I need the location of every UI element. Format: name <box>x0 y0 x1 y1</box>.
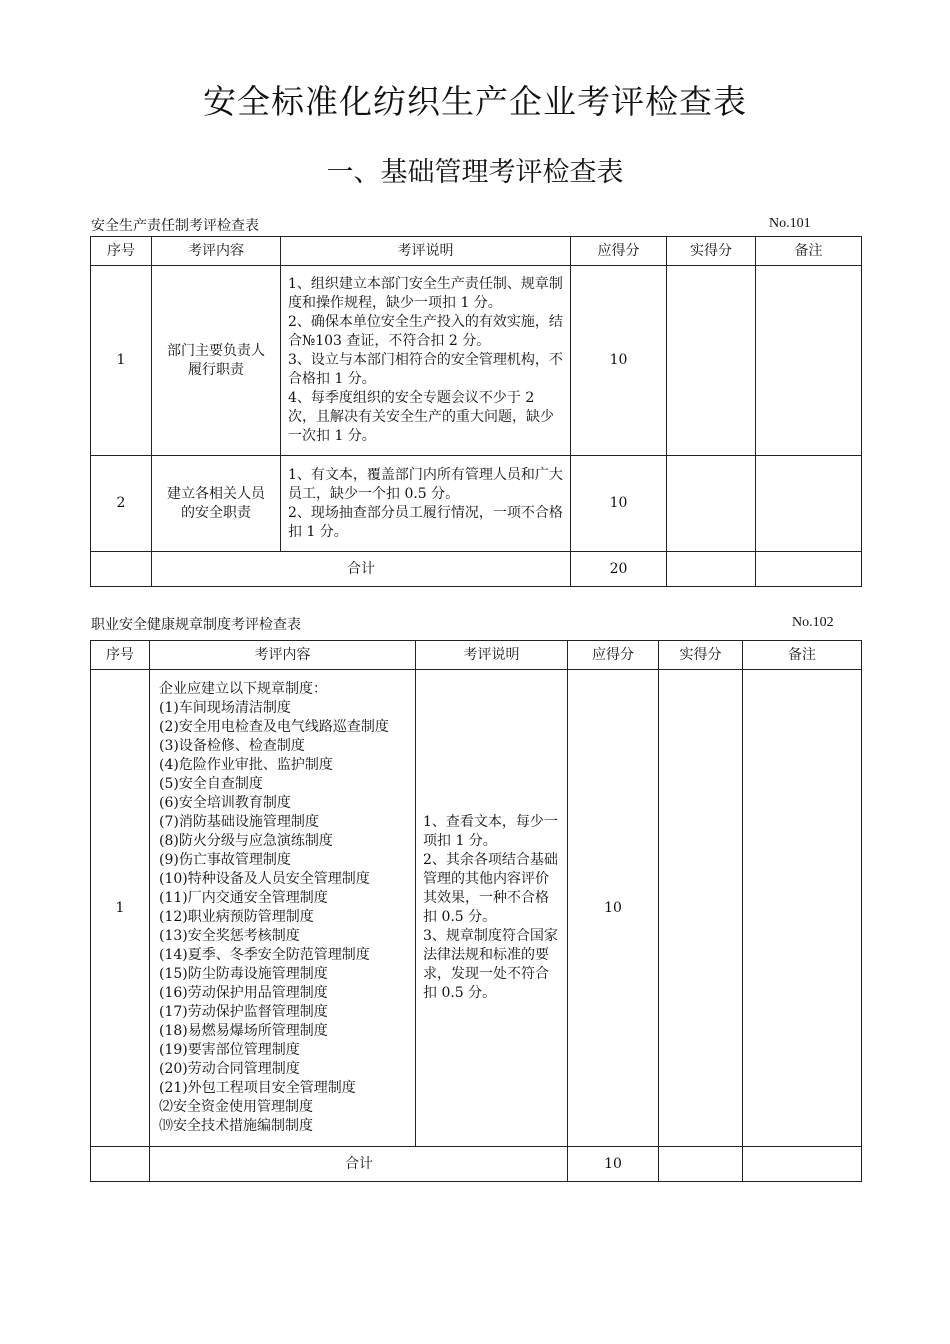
list-item: (12)职业病预防管理制度 <box>159 909 314 925</box>
list-item: (20)劳动合同管理制度 <box>159 1061 300 1077</box>
total-no-cell <box>91 1147 150 1182</box>
total-label: 合计 <box>152 552 571 587</box>
description-line: 3、规章制度符合国家法律法规和标准的要求，发现一处不符合扣 0.5 分。 <box>423 928 558 1001</box>
description-line: 2、其余各项结合基础管理的其他内容评价其效果，一种不合格扣 0.5 分。 <box>423 852 558 925</box>
list-item: (15)防尘防毒设施管理制度 <box>159 966 328 982</box>
description-line: 1、有文本，覆盖部门内所有管理人员和广大员工，缺少一个扣 0.5 分。 <box>288 466 563 502</box>
row-actual-score <box>667 266 756 456</box>
list-item: (2)安全用电检查及电气线路巡查制度 <box>159 719 389 735</box>
row-actual-score <box>659 670 743 1147</box>
header-description: 考评说明 <box>281 237 571 266</box>
list-item: (21)外包工程项目安全管理制度 <box>159 1080 356 1096</box>
description-line: 3、设立与本部门相符合的安全管理机构，不合格扣 1 分。 <box>288 352 563 387</box>
header-description: 考评说明 <box>416 641 568 670</box>
list-item: (7)消防基础设施管理制度 <box>159 814 319 830</box>
description-line: 2、确保本单位安全生产投入的有效实施，结合№103 查证，不符合扣 2 分。 <box>288 314 563 349</box>
list-item: (1)车间现场清洁制度 <box>159 700 291 716</box>
table1 <box>90 236 862 587</box>
row-score: 10 <box>571 266 667 456</box>
row-description <box>281 266 571 456</box>
total-row <box>91 1147 862 1182</box>
header-no: 序号 <box>91 237 152 266</box>
table-row <box>91 456 862 552</box>
document-title: 安全标准化纺织生产企业考评检查表 <box>203 82 747 121</box>
description-line: 1、查看文本，每少一项扣 1 分。 <box>423 814 558 849</box>
total-actual-score <box>667 552 756 587</box>
row-no: 1 <box>91 266 152 456</box>
row-remarks <box>756 266 862 456</box>
total-score: 20 <box>571 552 667 587</box>
table2-code: No.102 <box>792 615 834 630</box>
row-content: 建立各相关人员的安全职责 <box>152 456 281 552</box>
row-content <box>150 670 416 1147</box>
table1-code: No.101 <box>769 216 811 231</box>
description-line: 1、组织建立本部门安全生产责任制、规章制度和操作规程，缺少一项扣 1 分。 <box>288 276 563 311</box>
list-item: (19)要害部位管理制度 <box>159 1042 300 1058</box>
row-score: 10 <box>568 670 659 1147</box>
row-remarks <box>743 670 862 1147</box>
list-item: (9)伤亡事故管理制度 <box>159 852 291 868</box>
header-remarks: 备注 <box>756 237 862 266</box>
total-score: 10 <box>568 1147 659 1182</box>
list-item: (10)特种设备及人员安全管理制度 <box>159 871 370 887</box>
list-item: (4)危险作业审批、监护制度 <box>159 757 333 773</box>
list-item: (3)设备检修、检查制度 <box>159 738 305 754</box>
table1-caption: 安全生产责任制考评检查表 <box>91 218 259 234</box>
header-actual-score: 实得分 <box>667 237 756 266</box>
total-no-cell <box>91 552 152 587</box>
list-item: ⒆安全技术措施编制制度 <box>159 1118 313 1134</box>
list-item: (6)安全培训教育制度 <box>159 795 291 811</box>
table2 <box>90 640 862 1182</box>
row-actual-score <box>667 456 756 552</box>
list-item: (13)安全奖惩考核制度 <box>159 928 300 944</box>
table2-caption: 职业安全健康规章制度考评检查表 <box>91 617 301 633</box>
list-item: (18)易燃易爆场所管理制度 <box>159 1023 328 1039</box>
header-actual-score: 实得分 <box>659 641 743 670</box>
header-score: 应得分 <box>568 641 659 670</box>
header-remarks: 备注 <box>743 641 862 670</box>
description-line: 2、现场抽查部分员工履行情况，一项不合格扣 1 分。 <box>288 504 563 540</box>
row-content: 部门主要负责人履行职责 <box>152 266 281 456</box>
table1-header-row <box>91 237 862 266</box>
row-no: 1 <box>91 670 150 1147</box>
list-item: (17)劳动保护监督管理制度 <box>159 1004 328 1020</box>
list-item: (5)安全自查制度 <box>159 776 263 792</box>
list-item: (14)夏季、冬季安全防范管理制度 <box>159 947 370 963</box>
total-remarks <box>756 552 862 587</box>
header-content: 考评内容 <box>152 237 281 266</box>
row-description <box>281 456 571 552</box>
list-item: 企业应建立以下规章制度： <box>159 681 327 697</box>
total-row <box>91 552 862 587</box>
row-remarks <box>756 456 862 552</box>
header-content: 考评内容 <box>150 641 416 670</box>
row-description <box>416 670 568 1147</box>
row-score: 10 <box>571 456 667 552</box>
total-remarks <box>743 1147 862 1182</box>
section-title: 一、基础管理考评检查表 <box>326 157 624 188</box>
table-row <box>91 266 862 456</box>
list-item: (16)劳动保护用品管理制度 <box>159 985 328 1001</box>
header-no: 序号 <box>91 641 150 670</box>
table-row <box>91 670 862 1147</box>
row-no: 2 <box>91 456 152 552</box>
description-line: 4、每季度组织的安全专题会议不少于 2 次，且解决有关安全生产的重大问题，缺少一次扣 1 分。 <box>288 390 554 444</box>
table2-header-row <box>91 641 862 670</box>
list-item: (8)防火分级与应急演练制度 <box>159 833 333 849</box>
list-item: ⑵安全资金使用管理制度 <box>159 1099 313 1115</box>
total-actual-score <box>659 1147 743 1182</box>
total-label: 合计 <box>150 1147 568 1182</box>
header-score: 应得分 <box>571 237 667 266</box>
list-item: (11)厂内交通安全管理制度 <box>159 890 328 906</box>
